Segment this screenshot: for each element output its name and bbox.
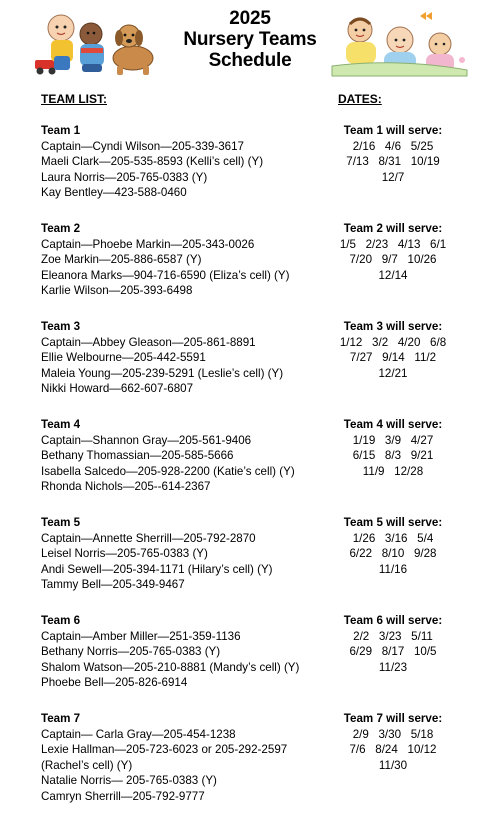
nursery-babies-clipart-icon — [322, 10, 472, 78]
dates-heading: DATES: — [338, 92, 382, 106]
team-member: Captain—Phoebe Markin—205-343-0026 — [41, 237, 255, 251]
team-4-dates — [323, 417, 463, 479]
serve-dates-line: 6/22 8/10 9/28 — [349, 547, 437, 560]
serve-heading: Team 6 will serve: — [343, 614, 443, 627]
team-member: Isabella Salcedo—205-928-2200 (Katie’s cell) (Y) — [41, 464, 295, 478]
team-member: Maleia Young—205-239-5291 (Leslie’s cell) (Y) — [41, 366, 284, 380]
team-5-block — [41, 515, 331, 593]
team-member: Lexie Hallman—205-723-6023 or 205-292-2597 (Rachel’s cell) (Y) — [41, 743, 288, 772]
serve-dates-line: 6/15 8/3 9/21 — [352, 449, 434, 462]
serve-heading: Team 7 will serve: — [343, 712, 443, 725]
team-member: Nikki Howard—662-607-6807 — [41, 382, 194, 395]
team-member: Captain—Shannon Gray—205-561-9406 — [41, 433, 252, 447]
team-member: Captain—Annette Sherrill—205-792-2870 — [41, 531, 256, 545]
team-member: Captain—Abbey Gleason—205-861-8891 — [41, 335, 256, 349]
team-member: Maeli Clark—205-535-8593 (Kelli’s cell) (Y) — [41, 155, 264, 168]
team-name: Team 2 — [41, 222, 81, 235]
team-member: Phoebe Bell—205-826-6914 — [41, 676, 188, 689]
team-member: Tammy Bell—205-349-9467 — [41, 578, 185, 591]
team-name: Team 3 — [41, 320, 81, 333]
serve-dates-line: 11/23 — [378, 660, 408, 674]
team-member: Karlie Wilson—205-393-6498 — [41, 284, 193, 297]
serve-dates-line: 7/27 9/14 11/2 — [349, 351, 437, 364]
team-member: Kay Bentley—423-588-0460 — [41, 186, 187, 199]
serve-dates-line: 1/19 3/9 4/27 — [352, 433, 434, 447]
serve-dates-line: 2/9 3/30 5/18 — [352, 727, 434, 741]
team-6-block — [41, 613, 331, 691]
serve-dates-line: 2/2 3/23 5/11 — [353, 629, 433, 643]
team-list-heading: TEAM LIST: — [41, 92, 107, 106]
serve-dates-line: 7/13 8/31 10/19 — [346, 155, 440, 168]
team-member: Captain—Cyndi Wilson—205-339-3617 — [41, 139, 244, 153]
team-1-block — [41, 123, 331, 201]
team-1-dates — [323, 123, 463, 185]
serve-dates-line: 1/26 3/16 5/4 — [352, 531, 434, 545]
team-member: Bethany Norris—205-765-0383 (Y) — [41, 645, 221, 658]
team-4-block — [41, 417, 331, 495]
team-name: Team 1 — [41, 124, 81, 137]
serve-dates-line: 1/5 2/23 4/13 6/1 — [339, 237, 447, 251]
team-member: Captain— Carla Gray—205-454-1238 — [41, 727, 236, 741]
team-name: Team 4 — [41, 418, 81, 431]
nursery-toddlers-clipart-icon — [33, 10, 163, 78]
team-member: Andi Sewell—205-394-1171 (Hilary’s cell) (Y) — [41, 562, 273, 576]
serve-dates-line: 12/14 — [378, 268, 408, 282]
serve-dates-line: 12/21 — [378, 366, 408, 380]
team-member: Rhonda Nichols—205--614-2367 — [41, 480, 211, 493]
serve-dates-line: 2/16 4/6 5/25 — [352, 139, 434, 153]
team-7-dates — [323, 711, 463, 773]
team-name: Team 7 — [41, 712, 81, 725]
serve-dates-line: 7/20 9/7 10/26 — [349, 253, 437, 266]
serve-dates-line: 11/9 12/28 — [362, 464, 424, 478]
team-member: Eleanora Marks—904-716-6590 (Eliza’s cell) (Y) — [41, 268, 290, 282]
team-2-block — [41, 221, 331, 299]
team-member: Bethany Thomassian—205-585-5666 — [41, 449, 234, 462]
team-7-block — [41, 711, 331, 804]
title-main: Nursery Teams — [183, 29, 317, 50]
team-member: Camryn Sherrill—205-792-9777 — [41, 789, 205, 803]
page-header — [0, 0, 499, 85]
team-5-dates — [323, 515, 463, 577]
team-2-dates — [323, 221, 463, 283]
team-name: Team 5 — [41, 516, 81, 529]
team-member: Captain—Amber Miller—251-359-1136 — [41, 629, 241, 643]
team-member: Shalom Watson—205-210-8881 (Mandy’s cell) (Y) — [41, 660, 300, 674]
serve-heading: Team 1 will serve: — [343, 124, 443, 137]
team-6-dates — [323, 613, 463, 675]
team-member: Zoe Markin—205-886-6587 (Y) — [41, 253, 202, 266]
serve-heading: Team 5 will serve: — [343, 516, 443, 529]
team-member: Leisel Norris—205-765-0383 (Y) — [41, 547, 208, 560]
team-member: Laura Norris—205-765-0383 (Y) — [41, 170, 208, 184]
team-member: Natalie Norris— 205-765-0383 (Y) — [41, 774, 217, 787]
title-year: 2025 — [229, 8, 271, 29]
serve-heading: Team 3 will serve: — [343, 320, 443, 333]
serve-dates-line: 11/16 — [378, 562, 408, 576]
title-sub: Schedule — [208, 50, 292, 71]
serve-heading: Team 4 will serve: — [343, 418, 443, 431]
serve-heading: Team 2 will serve: — [343, 222, 443, 235]
page-title — [150, 8, 350, 71]
team-name: Team 6 — [41, 614, 81, 627]
serve-dates-line: 11/30 — [378, 758, 408, 772]
serve-dates-line: 6/29 8/17 10/5 — [349, 645, 437, 658]
team-3-dates — [323, 319, 463, 381]
team-member: Ellie Welbourne—205-442-5591 — [41, 351, 206, 364]
serve-dates-line: 12/7 — [381, 170, 405, 184]
team-3-block — [41, 319, 331, 397]
serve-dates-line: 1/12 3/2 4/20 6/8 — [339, 335, 447, 349]
serve-dates-line: 7/6 8/24 10/12 — [349, 743, 437, 756]
